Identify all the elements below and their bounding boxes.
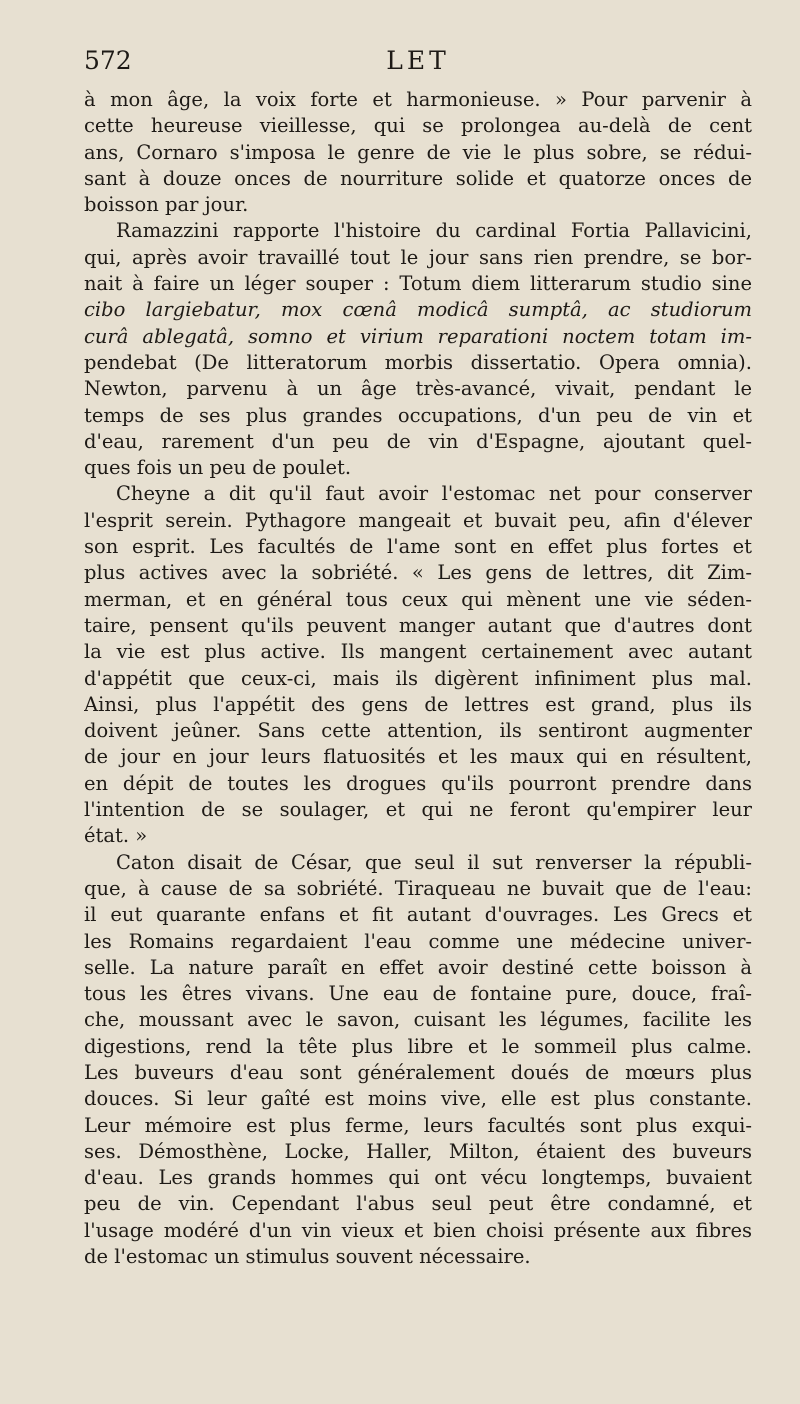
text-line: Leur mémoire est plus ferme, leurs facultés sont plus exqui- (84, 1113, 752, 1137)
text-line: Ainsi, plus l'appétit des gens de lettres est grand, plus ils (84, 692, 752, 716)
text-line: de jour en jour leurs flatuosités et les maux qui en résultent, (84, 745, 752, 769)
text-line: en dépit de toutes les drogues qu'ils pourront prendre dans (84, 771, 752, 795)
text-line: Cheyne a dit qu'il faut avoir l'estomac net pour conserver (116, 482, 752, 506)
text-line: les Romains regardaient l'eau comme une médecine univer- (84, 929, 752, 953)
text-line: que, à cause de sa sobriété. Tiraqueau ne buvait que de l'eau: (84, 876, 752, 900)
text-line: douces. Si leur gaîté est moins vive, elle est plus constante. (84, 1087, 752, 1111)
text-line: ans, Cornaro s'imposa le genre de vie le plus sobre, se rédui- (84, 140, 752, 164)
text-line: temps de ses plus grandes occupations, d'un peu de vin et (84, 403, 752, 427)
text-line: ques fois un peu de poulet. (84, 456, 352, 480)
text-line: merman, et en général tous ceux qui mènent une vie séden- (84, 587, 752, 611)
text-line: la vie est plus active. Ils mangent certainement avec autant (84, 640, 752, 664)
text-line: il eut quarante enfans et fit autant d'ouvrages. Les Grecs et (84, 903, 752, 927)
text-line: son esprit. Les facultés de l'ame sont en effet plus fortes et (84, 535, 752, 559)
text-line: pendebat (De litteratorum morbis dissertatio. Opera omnia). (84, 350, 752, 374)
text-line: selle. La nature paraît en effet avoir destiné cette boisson à (84, 955, 752, 979)
text-line: d'appétit que ceux-ci, mais ils digèrent infiniment plus mal. (84, 666, 752, 690)
text-line: peu de vin. Cependant l'abus seul peut être condamné, et (84, 1192, 752, 1216)
text-line: cette heureuse vieillesse, qui se prolongea au-delà de cent (84, 114, 752, 138)
text-line: qui, après avoir travaillé tout le jour sans rien prendre, se bor- (84, 245, 752, 269)
body-text (84, 87, 752, 1270)
text-line: Ramazzini rapporte l'histoire du cardinal Fortia Pallavicini, (116, 219, 752, 243)
text-line: l'esprit serein. Pythagore mangeait et buvait peu, afin d'élever (84, 508, 752, 532)
text-line: digestions, rend la tête plus libre et le sommeil plus calme. (84, 1034, 752, 1058)
text-line: d'eau. Les grands hommes qui ont vécu longtemps, buvaient (84, 1166, 752, 1190)
text-line: état. » (84, 824, 148, 848)
text-line: nait à faire un léger souper : Totum diem litterarum studio sine (84, 272, 752, 296)
text-line: l'intention de se soulager, et qui ne feront qu'empirer leur (84, 798, 752, 822)
running-head: LET (386, 46, 450, 75)
text-line: ses. Démosthène, Locke, Haller, Milton, étaient des buveurs (84, 1139, 752, 1163)
text-line: che, moussant avec le savon, cuisant les légumes, facilite les (84, 1008, 752, 1032)
text-line: l'usage modéré d'un vin vieux et bien choisi présente aux fibres (84, 1218, 752, 1242)
text-line: doivent jeûner. Sans cette attention, ils sentiront augmenter (84, 719, 752, 743)
text-line: d'eau, rarement d'un peu de vin d'Espagne, ajoutant quel- (84, 429, 752, 453)
text-line: de l'estomac un stimulus souvent nécessaire. (84, 1245, 531, 1269)
page-number: 572 (84, 46, 132, 75)
text-line: plus actives avec la sobriété. « Les gens de lettres, dit Zim- (84, 561, 752, 585)
text-line: Caton disait de César, que seul il sut renverser la républi- (116, 850, 752, 874)
page-header (84, 46, 752, 86)
text-line: boisson par jour. (84, 193, 249, 217)
text-line-latin: curâ ablegatâ, somno et virium reparationi noctem totam im- (84, 324, 752, 348)
text-line: tous les êtres vivans. Une eau de fontaine pure, douce, fraî- (84, 982, 752, 1006)
text-line: taire, pensent qu'ils peuvent manger autant que d'autres dont (84, 613, 752, 637)
text-line: à mon âge, la voix forte et harmonieuse. » Pour parvenir à (84, 88, 752, 111)
text-line-latin: cibo largiebatur, mox cœnâ modicâ sumptâ, ac studiorum (84, 298, 752, 322)
text-line: Newton, parvenu à un âge très-avancé, vivait, pendant le (84, 377, 752, 401)
text-line: Les buveurs d'eau sont généralement doués de mœurs plus (84, 1060, 752, 1084)
text-line: sant à douze onces de nourriture solide et quatorze onces de (84, 166, 752, 190)
